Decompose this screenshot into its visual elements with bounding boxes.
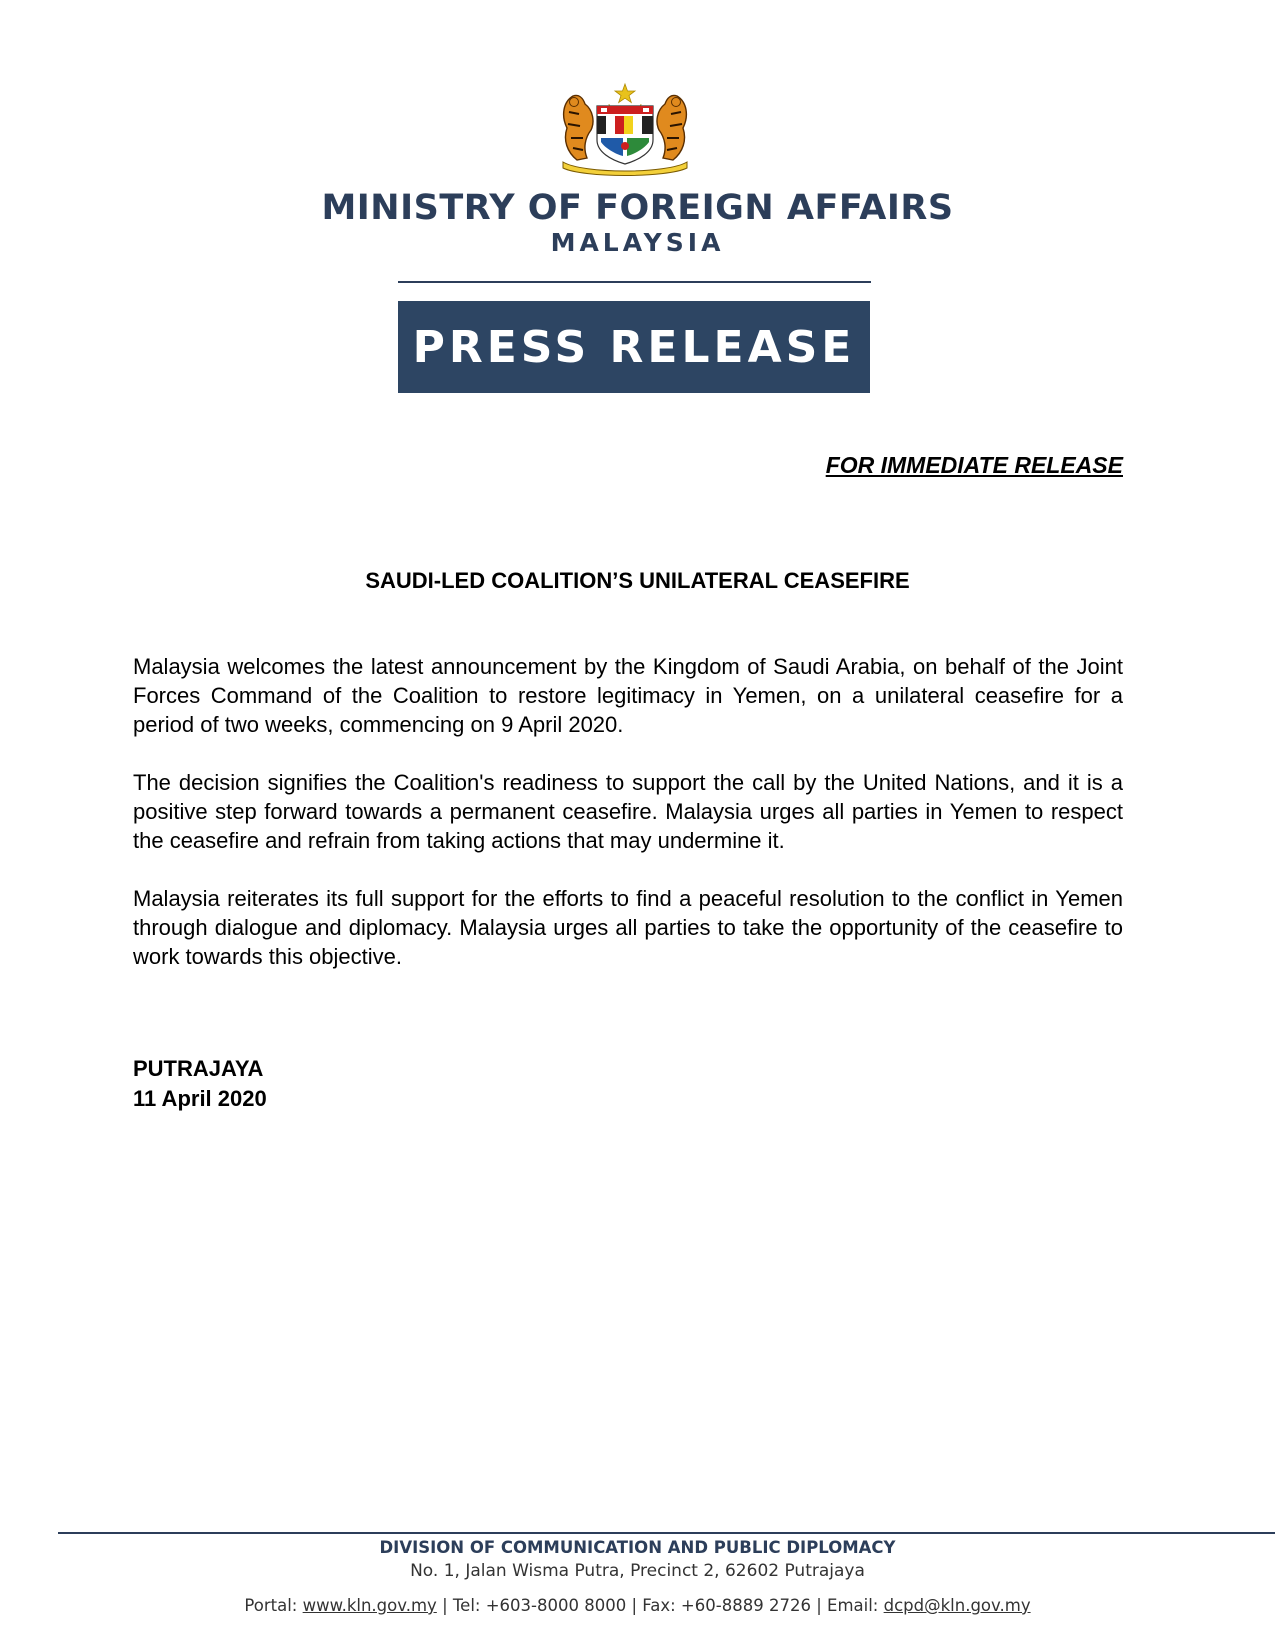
immediate-release-note: FOR IMMEDIATE RELEASE	[825, 452, 1123, 478]
right-tiger-icon	[657, 95, 686, 160]
left-tiger-icon	[564, 95, 593, 160]
paragraph-3: Malaysia reiterates its full support for the efforts to find a peaceful resolution to the conflict in Yemen through dialogue and diplomacy. Malaysia urges all parties to take the opportunity of the ceasefire to work towards this objective.	[133, 886, 1123, 969]
date: 11 April 2020	[133, 1086, 267, 1111]
paragraph-1: Malaysia welcomes the latest announcement by the Kingdom of Saudi Arabia, on behalf of the Joint Forces Command of the Coalition to restore legitimacy in Yemen, on a unilateral ceasefire for a period of two weeks, commencing on 9 April 2020.	[133, 654, 1123, 737]
separator: |	[626, 1596, 643, 1615]
shield-icon	[597, 106, 653, 164]
email-link[interactable]: dcpd@kln.gov.my	[883, 1596, 1031, 1615]
footer-address: No. 1, Jalan Wisma Putra, Precinct 2, 62602 Putrajaya	[410, 1561, 865, 1581]
press-release-banner: PRESS RELEASE	[398, 301, 870, 393]
dateline	[133, 1054, 267, 1114]
country-title: MALAYSIA	[550, 228, 725, 257]
header-divider	[398, 281, 871, 283]
body-text	[133, 652, 1123, 1000]
footer-division: DIVISION OF COMMUNICATION AND PUBLIC DIPLOMACY	[379, 1538, 896, 1557]
tel: Tel: +603-8000 8000	[452, 1596, 627, 1615]
ministry-title: MINISTRY OF FOREIGN AFFAIRS	[321, 188, 954, 228]
star-icon	[615, 84, 635, 103]
paragraph-2: The decision signifies the Coalition's readiness to support the call by the United Nations, and it is a positive step forward towards a permanent ceasefire. Malaysia urges all parties in Yemen to respect the ceasefire and refrain from taking actions that may undermine it.	[133, 770, 1123, 853]
portal-link[interactable]: www.kln.gov.my	[302, 1596, 437, 1615]
separator: |	[436, 1596, 453, 1615]
footer-divider	[58, 1532, 1275, 1534]
fax: Fax: +60-8889 2726	[642, 1596, 811, 1615]
malaysia-coat-of-arms-icon	[553, 82, 697, 178]
separator: |	[810, 1596, 828, 1615]
footer-contacts	[0, 1596, 1275, 1615]
email-label: Email:	[827, 1596, 884, 1615]
portal-label: Portal:	[244, 1596, 303, 1615]
place: PUTRAJAYA	[133, 1056, 264, 1081]
headline: SAUDI-LED COALITION’S UNILATERAL CEASEFIRE	[365, 568, 910, 593]
